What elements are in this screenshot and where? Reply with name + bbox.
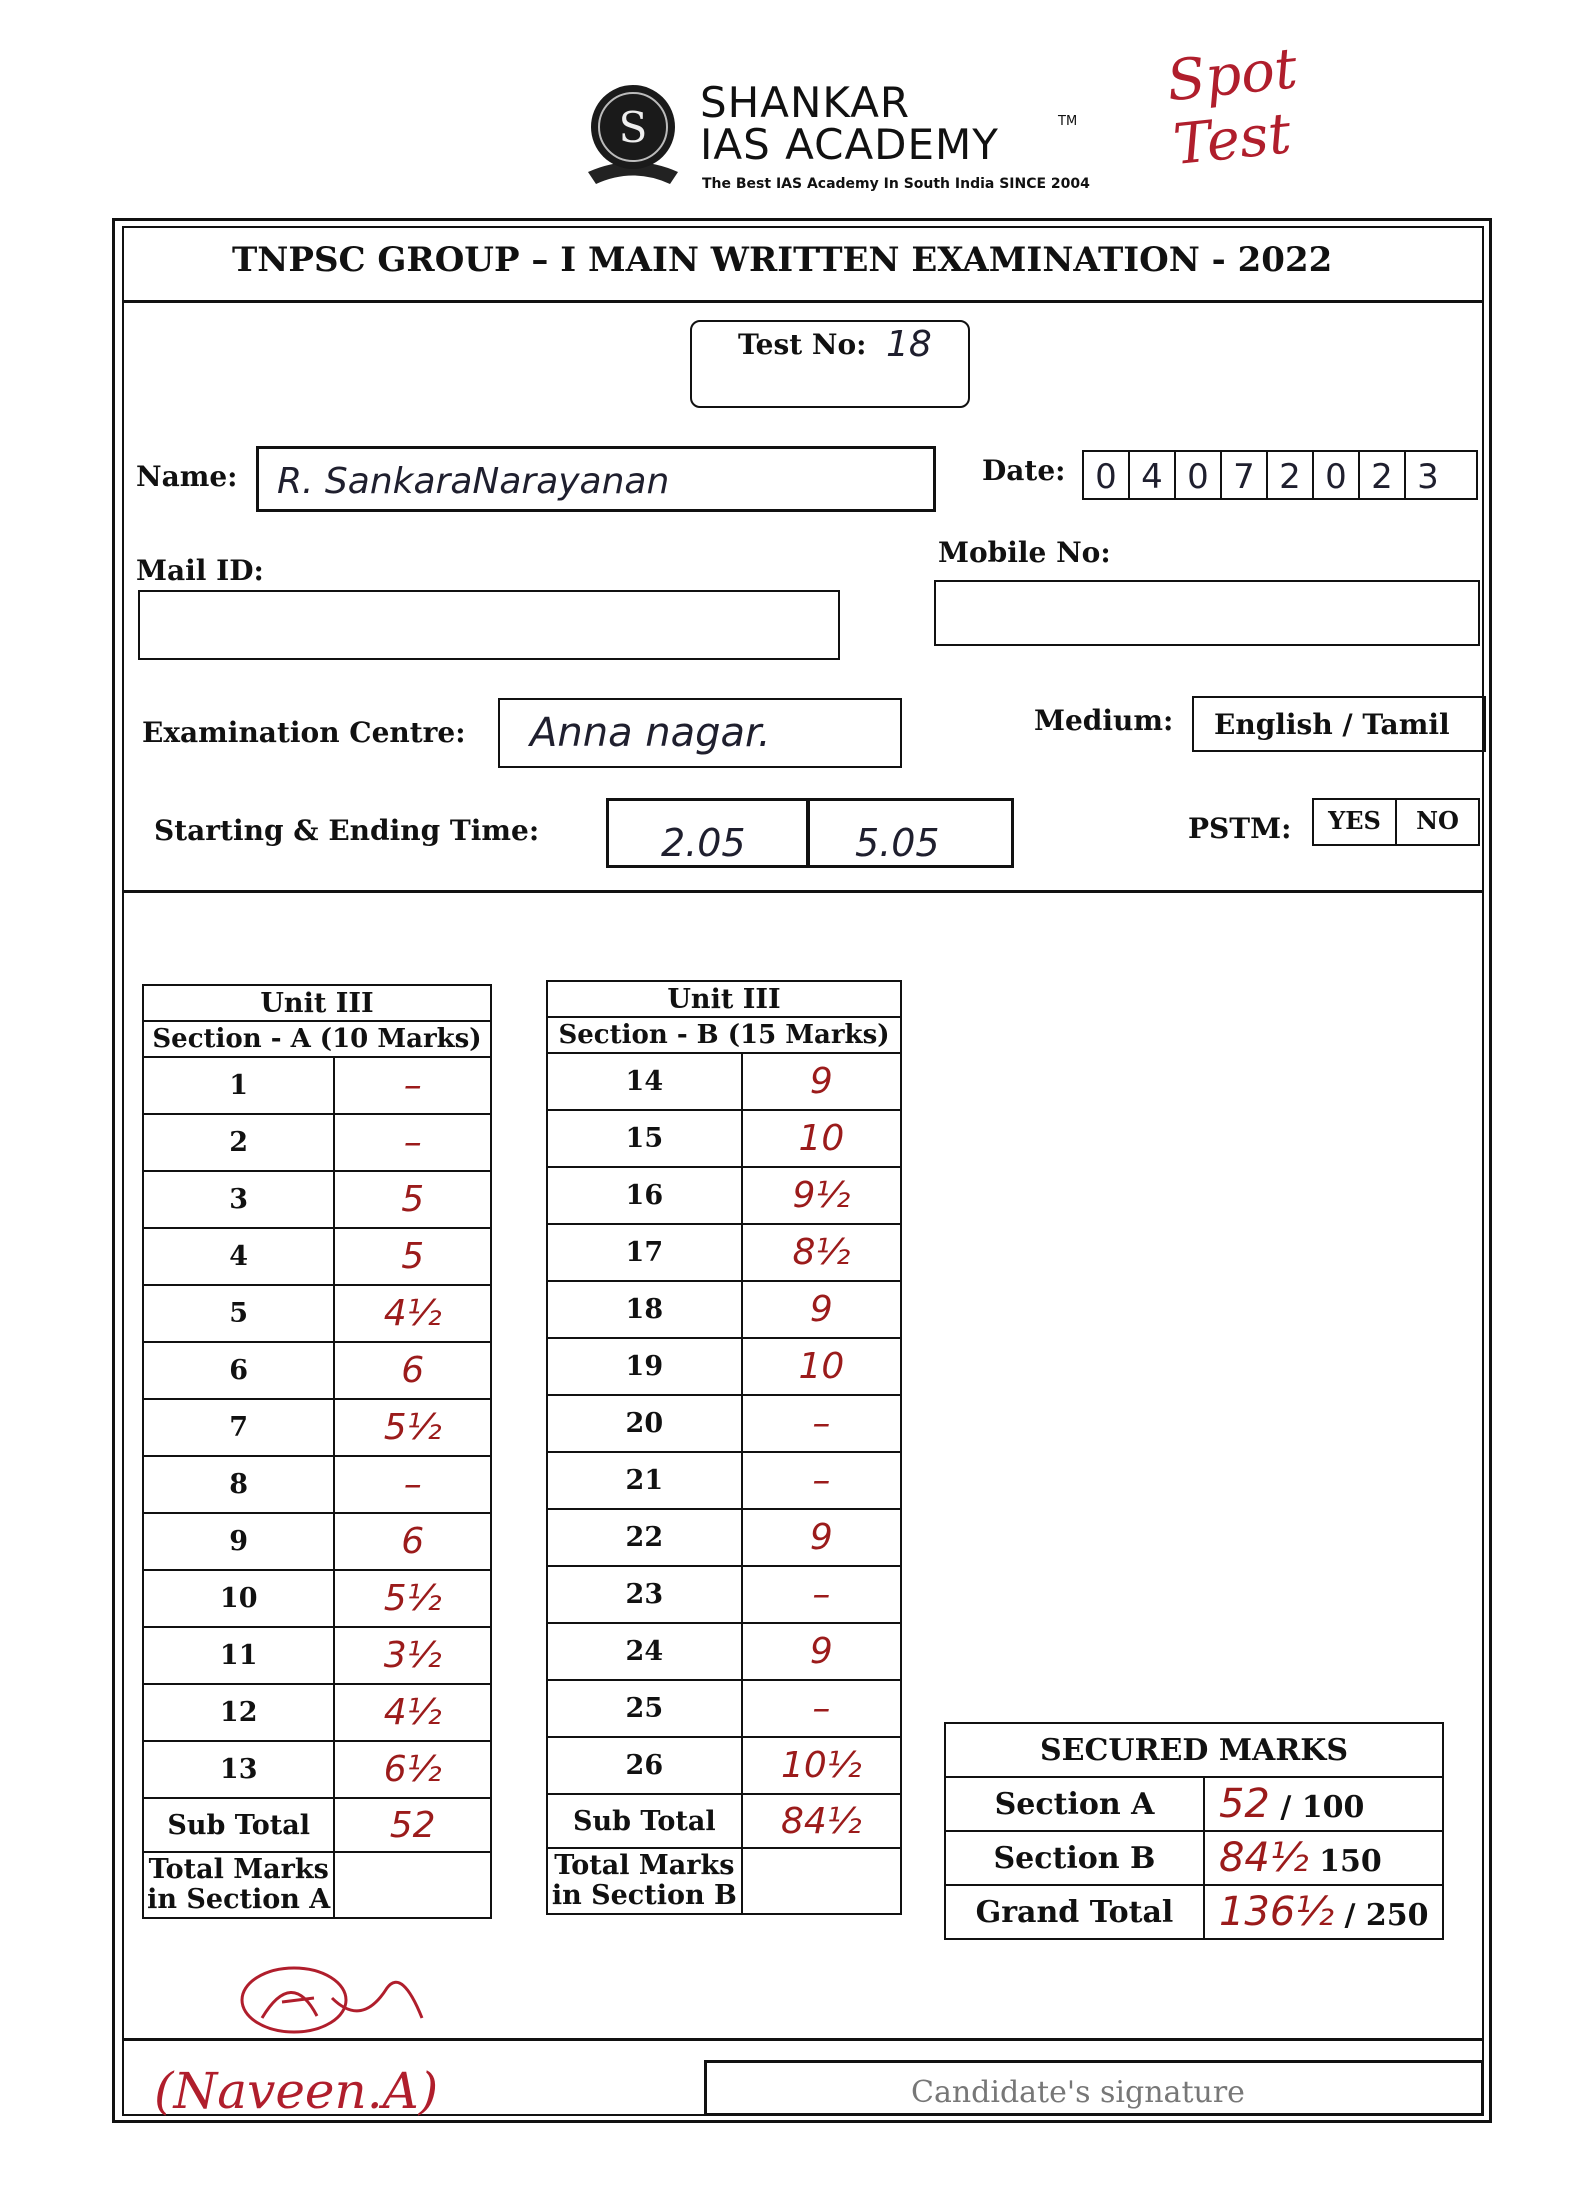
date-digit: 2 <box>1360 452 1406 500</box>
table-row <box>143 1114 491 1171</box>
table-row <box>547 1224 901 1281</box>
question-mark: 5½ <box>334 1399 491 1456</box>
question-number: 8 <box>143 1456 334 1513</box>
section-a-subtitle: Section - A (10 Marks) <box>143 1021 491 1057</box>
secured-value-cell <box>1204 1777 1443 1831</box>
trademark: TM <box>1058 114 1078 129</box>
table-row <box>143 1627 491 1684</box>
section-b-total-label-line2: in Section B <box>551 1880 737 1911</box>
date-digit: 3 <box>1417 457 1439 497</box>
table-row <box>547 1680 901 1737</box>
brand-tagline: The Best IAS Academy In South India SINCE 2004 <box>702 176 1090 192</box>
table-row <box>547 1110 901 1167</box>
secured-value: 136½ <box>1218 1889 1335 1935</box>
table-row <box>547 1167 901 1224</box>
test-no-label: Test No: <box>738 328 867 361</box>
question-mark: 10 <box>742 1338 901 1395</box>
start-time-field[interactable] <box>606 798 810 868</box>
table-row <box>143 1741 491 1798</box>
name-value: R. SankaraNarayanan <box>277 461 670 502</box>
details-divider <box>122 890 1484 893</box>
question-mark: 3½ <box>334 1627 491 1684</box>
svg-text:S: S <box>618 103 648 152</box>
question-number: 11 <box>143 1627 334 1684</box>
table-row <box>547 1737 901 1794</box>
table-row <box>547 1566 901 1623</box>
secured-max: / 100 <box>1280 1790 1365 1825</box>
secured-row <box>945 1831 1443 1885</box>
secured-marks-table <box>944 1722 1444 1940</box>
question-number: 6 <box>143 1342 334 1399</box>
question-number: 16 <box>547 1167 742 1224</box>
name-field[interactable] <box>256 446 936 512</box>
mobile-field[interactable] <box>934 580 1480 646</box>
section-a-total-label-line2: in Section A <box>147 1884 331 1915</box>
date-digit: 0 <box>1084 452 1130 500</box>
pstm-yes-option[interactable]: YES <box>1314 800 1397 844</box>
secured-row <box>945 1777 1443 1831</box>
test-no-box <box>690 320 970 408</box>
question-mark: 9 <box>742 1053 901 1110</box>
question-number: 4 <box>143 1228 334 1285</box>
date-digit: 2 <box>1268 452 1314 500</box>
question-mark: – <box>742 1566 901 1623</box>
pstm-no-option[interactable]: NO <box>1416 806 1459 835</box>
question-number: 17 <box>547 1224 742 1281</box>
start-time-value: 2.05 <box>661 821 746 865</box>
question-number: 19 <box>547 1338 742 1395</box>
question-number: 18 <box>547 1281 742 1338</box>
candidate-signature-label: Candidate's signature <box>911 2075 1245 2110</box>
section-a-subtotal-value: 52 <box>334 1798 491 1852</box>
question-mark: 4½ <box>334 1285 491 1342</box>
table-row <box>547 1509 901 1566</box>
question-mark: 10½ <box>742 1737 901 1794</box>
table-row <box>143 1399 491 1456</box>
table-row <box>547 1338 901 1395</box>
evaluator-signature <box>222 1958 482 2038</box>
question-mark: 8½ <box>742 1224 901 1281</box>
section-a-unit-title: Unit III <box>143 985 491 1021</box>
centre-label: Examination Centre: <box>142 716 466 749</box>
mail-field[interactable] <box>138 590 840 660</box>
mobile-label: Mobile No: <box>938 536 1111 569</box>
section-b-total-label <box>547 1848 742 1914</box>
question-number: 5 <box>143 1285 334 1342</box>
question-mark: 6 <box>334 1513 491 1570</box>
table-row <box>547 1395 901 1452</box>
section-b-total-value[interactable] <box>742 1848 901 1914</box>
mail-label: Mail ID: <box>136 554 264 587</box>
date-label: Date: <box>982 454 1066 487</box>
secured-value-cell <box>1204 1831 1443 1885</box>
brand-name-line1: SHANKAR <box>700 78 911 127</box>
table-row <box>143 1285 491 1342</box>
test-no-value: 18 <box>886 324 932 365</box>
question-mark: – <box>742 1452 901 1509</box>
question-number: 2 <box>143 1114 334 1171</box>
footer-divider <box>122 2038 1484 2041</box>
question-number: 9 <box>143 1513 334 1570</box>
question-number: 12 <box>143 1684 334 1741</box>
secured-row <box>945 1885 1443 1939</box>
centre-value: Anna nagar. <box>530 710 771 756</box>
title-divider <box>122 300 1484 303</box>
secured-max: 150 <box>1319 1844 1382 1879</box>
centre-field[interactable] <box>498 698 902 768</box>
question-mark: 5 <box>334 1171 491 1228</box>
evaluator-name: (Naveen.A) <box>154 2062 439 2120</box>
section-a-subtotal-label: Sub Total <box>143 1798 334 1852</box>
question-mark: 6 <box>334 1342 491 1399</box>
medium-field[interactable] <box>1192 696 1486 752</box>
secured-label: Section A <box>945 1777 1204 1831</box>
section-a-total-label-line1: Total Marks <box>148 1854 329 1885</box>
secured-value: 84½ <box>1218 1835 1309 1881</box>
section-a-total-label <box>143 1852 334 1918</box>
table-row <box>547 1281 901 1338</box>
secured-value: 52 <box>1218 1781 1270 1827</box>
table-row <box>143 1171 491 1228</box>
table-row <box>143 1228 491 1285</box>
table-row <box>143 1057 491 1114</box>
date-digit: 7 <box>1222 452 1268 500</box>
table-row <box>143 1513 491 1570</box>
question-mark: 9 <box>742 1281 901 1338</box>
question-number: 3 <box>143 1171 334 1228</box>
question-number: 14 <box>547 1053 742 1110</box>
question-number: 26 <box>547 1737 742 1794</box>
question-mark: – <box>742 1680 901 1737</box>
question-number: 10 <box>143 1570 334 1627</box>
question-mark: 9 <box>742 1509 901 1566</box>
time-label: Starting & Ending Time: <box>154 814 540 847</box>
question-mark: – <box>334 1456 491 1513</box>
question-mark: 9 <box>742 1623 901 1680</box>
secured-marks-title: SECURED MARKS <box>945 1723 1443 1777</box>
question-mark: 4½ <box>334 1684 491 1741</box>
section-b-subtitle: Section - B (15 Marks) <box>547 1017 901 1053</box>
question-mark: 10 <box>742 1110 901 1167</box>
section-a-total-value[interactable] <box>334 1852 491 1918</box>
academy-logo <box>578 72 688 192</box>
table-row <box>143 1570 491 1627</box>
question-number: 21 <box>547 1452 742 1509</box>
end-time-value: 5.05 <box>855 821 940 865</box>
date-digit: 4 <box>1130 452 1176 500</box>
question-mark: – <box>334 1057 491 1114</box>
section-b-unit-title: Unit III <box>547 981 901 1017</box>
secured-label: Grand Total <box>945 1885 1204 1939</box>
question-mark: – <box>742 1395 901 1452</box>
question-number: 24 <box>547 1623 742 1680</box>
question-mark: 5 <box>334 1228 491 1285</box>
question-number: 25 <box>547 1680 742 1737</box>
table-row <box>143 1342 491 1399</box>
exam-title: TNPSC GROUP – I MAIN WRITTEN EXAMINATION - 2022 <box>232 240 1333 280</box>
question-number: 7 <box>143 1399 334 1456</box>
date-digit: 0 <box>1176 452 1222 500</box>
secured-label: Section B <box>945 1831 1204 1885</box>
section-b-total-label-line1: Total Marks <box>554 1850 735 1881</box>
table-row <box>547 1623 901 1680</box>
secured-max: / 250 <box>1344 1898 1429 1933</box>
table-row <box>547 1452 901 1509</box>
date-field[interactable] <box>1082 450 1478 500</box>
section-a-table <box>142 984 492 1919</box>
section-b-table <box>546 980 902 1915</box>
question-mark: 9½ <box>742 1167 901 1224</box>
name-label: Name: <box>136 460 238 493</box>
question-mark: 6½ <box>334 1741 491 1798</box>
section-b-subtotal-label: Sub Total <box>547 1794 742 1848</box>
secured-value-cell <box>1204 1885 1443 1939</box>
question-number: 22 <box>547 1509 742 1566</box>
table-row <box>143 1684 491 1741</box>
section-b-subtotal-value: 84½ <box>742 1794 901 1848</box>
question-number: 13 <box>143 1741 334 1798</box>
date-digit: 0 <box>1314 452 1360 500</box>
spot-test-annotation: Spot Test <box>1163 36 1301 179</box>
pstm-options <box>1312 798 1480 846</box>
brand-name-line2: IAS ACADEMY <box>700 120 999 169</box>
pstm-label: PSTM: <box>1188 812 1292 845</box>
candidate-signature-box[interactable] <box>704 2060 1484 2116</box>
table-row <box>143 1456 491 1513</box>
end-time-field[interactable] <box>806 798 1014 868</box>
table-row <box>547 1053 901 1110</box>
medium-label: Medium: <box>1034 704 1174 737</box>
question-number: 20 <box>547 1395 742 1452</box>
medium-value: English / Tamil <box>1214 708 1450 741</box>
question-number: 23 <box>547 1566 742 1623</box>
question-number: 15 <box>547 1110 742 1167</box>
question-number: 1 <box>143 1057 334 1114</box>
question-mark: – <box>334 1114 491 1171</box>
question-mark: 5½ <box>334 1570 491 1627</box>
